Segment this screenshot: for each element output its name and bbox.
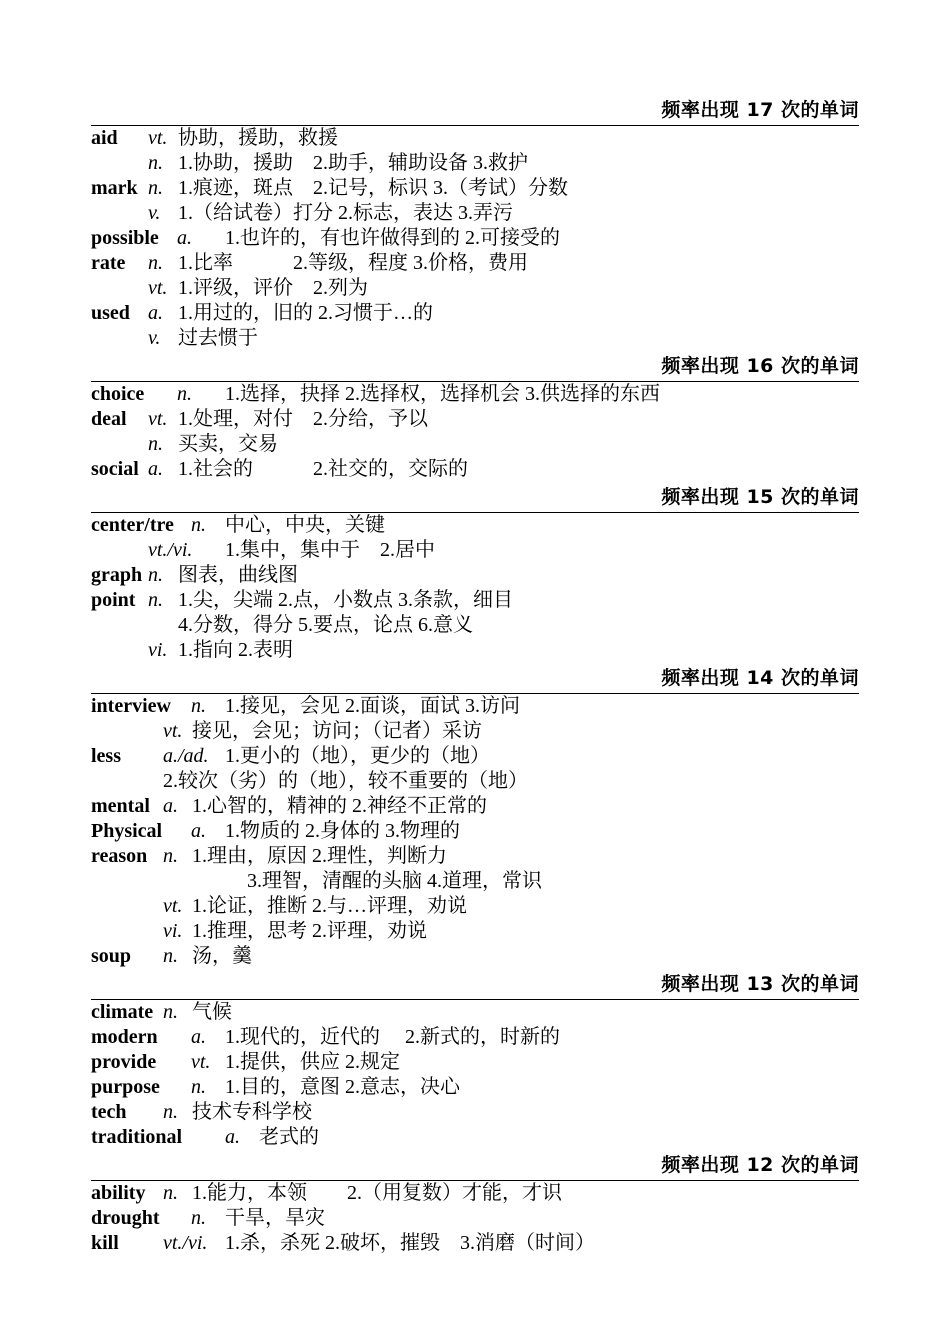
vocab-entry-row xyxy=(91,538,859,563)
section-heading-text: 频率出现 14 次的单词 xyxy=(661,667,859,689)
headword: used xyxy=(91,302,130,324)
part-of-speech: a. xyxy=(191,1026,206,1048)
part-of-speech: vt. xyxy=(148,127,168,149)
definition: 2.较次（劣）的（地），较不重要的（地） xyxy=(163,770,528,792)
definition: 老式的 xyxy=(259,1126,319,1148)
definition: 协助，援助，救援 xyxy=(178,127,338,149)
vocab-entry-row xyxy=(91,1025,859,1050)
definition: 1.物质的 2.身体的 3.物理的 xyxy=(225,820,460,842)
vocab-entry-row xyxy=(91,944,859,969)
part-of-speech: vi. xyxy=(163,920,183,942)
vocab-entry-row xyxy=(91,1075,859,1100)
definition: 买卖，交易 xyxy=(178,433,278,455)
definition: 1.痕迹，斑点 2.记号，标识 3.（考试）分数 xyxy=(178,177,568,199)
definition: 1.论证，推断 2.与…评理，劝说 xyxy=(192,895,467,917)
vocab-entry-row xyxy=(91,1181,859,1206)
headword: rate xyxy=(91,252,126,274)
part-of-speech: vt./vi. xyxy=(163,1232,208,1254)
definition: 1.推理，思考 2.评理，劝说 xyxy=(192,920,427,942)
section-heading xyxy=(91,95,859,126)
part-of-speech: vt. xyxy=(163,720,183,742)
definition: 1.现代的，近代的 2.新式的，时新的 xyxy=(225,1026,560,1048)
headword: mark xyxy=(91,177,138,199)
definition: 干旱，旱灾 xyxy=(225,1207,325,1229)
definition: 1.（给试卷）打分 2.标志，表达 3.弄污 xyxy=(178,202,513,224)
section-heading xyxy=(91,969,859,1000)
part-of-speech: n. xyxy=(191,514,206,536)
part-of-speech: n. xyxy=(163,1182,178,1204)
headword: ability xyxy=(91,1182,146,1204)
vocab-entry-row xyxy=(91,694,859,719)
vocab-entry-row xyxy=(91,794,859,819)
headword: choice xyxy=(91,383,145,405)
part-of-speech: vt. xyxy=(163,895,183,917)
definition: 过去惯于 xyxy=(178,327,258,349)
headword: aid xyxy=(91,127,118,149)
definition: 技术专科学校 xyxy=(192,1101,312,1123)
vocab-entry-row xyxy=(91,251,859,276)
definition: 接见，会见；访问；（记者）采访 xyxy=(192,720,482,742)
vocab-entry-row xyxy=(91,176,859,201)
definition: 1.尖，尖端 2.点，小数点 3.条款，细目 xyxy=(178,589,513,611)
vocab-entry-row xyxy=(91,1125,859,1150)
part-of-speech: a. xyxy=(191,820,206,842)
headword: less xyxy=(91,745,121,767)
headword: mental xyxy=(91,795,150,817)
part-of-speech: a. xyxy=(163,795,178,817)
headword: tech xyxy=(91,1101,127,1123)
definition: 1.接见，会见 2.面谈，面试 3.访问 xyxy=(225,695,520,717)
part-of-speech: vt. xyxy=(191,1051,211,1073)
headword: drought xyxy=(91,1207,160,1229)
vocab-entry-row xyxy=(91,563,859,588)
vocab-entry-row xyxy=(91,126,859,151)
vocab-entry-row xyxy=(91,744,859,769)
part-of-speech: n. xyxy=(148,152,163,174)
headword: climate xyxy=(91,1001,154,1023)
vocabulary-page xyxy=(91,95,859,1256)
headword: modern xyxy=(91,1026,158,1048)
part-of-speech: vt. xyxy=(148,277,168,299)
part-of-speech: n. xyxy=(148,177,163,199)
headword: soup xyxy=(91,945,132,967)
vocab-entry-row xyxy=(91,588,859,613)
section-heading xyxy=(91,1150,859,1181)
headword: provide xyxy=(91,1051,157,1073)
definition: 1.评级，评价 2.列为 xyxy=(178,277,368,299)
definition: 1.杀，杀死 2.破坏，摧毁 3.消磨（时间） xyxy=(225,1232,595,1254)
part-of-speech: n. xyxy=(177,383,192,405)
part-of-speech: n. xyxy=(191,1207,206,1229)
part-of-speech: vt. xyxy=(148,408,168,430)
vocab-entry-row xyxy=(91,201,859,226)
part-of-speech: vi. xyxy=(148,639,168,661)
part-of-speech: a. xyxy=(148,458,163,480)
definition: 1.指向 2.表明 xyxy=(178,639,293,661)
definition: 1.心智的，精神的 2.神经不正常的 xyxy=(192,795,487,817)
headword: graph xyxy=(91,564,143,586)
vocab-entry-row xyxy=(91,1100,859,1125)
definition: 3.理智，清醒的头脑 4.道理，常识 xyxy=(247,870,542,892)
definition: 1.集中，集中于 2.居中 xyxy=(225,539,435,561)
part-of-speech: n. xyxy=(148,252,163,274)
vocab-entry-row xyxy=(91,638,859,663)
headword: kill xyxy=(91,1232,119,1254)
definition: 图表，曲线图 xyxy=(178,564,298,586)
vocab-entry-row xyxy=(91,151,859,176)
definition: 4.分数，得分 5.要点，论点 6.意义 xyxy=(178,614,473,636)
definition: 1.也许的，有也许做得到的 2.可接受的 xyxy=(225,227,560,249)
vocab-entry-row xyxy=(91,613,859,638)
headword: reason xyxy=(91,845,148,867)
vocab-entry-row xyxy=(91,719,859,744)
vocab-entry-row xyxy=(91,301,859,326)
part-of-speech: n. xyxy=(148,433,163,455)
section-heading-text: 频率出现 12 次的单词 xyxy=(661,1154,859,1176)
part-of-speech: a. xyxy=(225,1126,240,1148)
definition: 1.更小的（地），更少的（地） xyxy=(225,745,490,767)
definition: 1.协助，援助 2.助手，辅助设备 3.救护 xyxy=(178,152,528,174)
definition: 汤，羹 xyxy=(192,945,252,967)
definition: 1.比率 2.等级，程度 3.价格，费用 xyxy=(178,252,528,274)
headword: social xyxy=(91,458,139,480)
headword: possible xyxy=(91,227,159,249)
headword: Physical xyxy=(91,820,163,842)
definition: 1.用过的，旧的 2.习惯于…的 xyxy=(178,302,433,324)
part-of-speech: n. xyxy=(163,1001,178,1023)
section-heading-text: 频率出现 15 次的单词 xyxy=(661,486,859,508)
vocab-entry-row xyxy=(91,1206,859,1231)
part-of-speech: n. xyxy=(148,564,163,586)
vocab-entry-row xyxy=(91,1050,859,1075)
part-of-speech: n. xyxy=(148,589,163,611)
section-heading xyxy=(91,482,859,513)
part-of-speech: n. xyxy=(163,1101,178,1123)
part-of-speech: n. xyxy=(191,1076,206,1098)
vocab-entry-row xyxy=(91,326,859,351)
section-heading xyxy=(91,351,859,382)
part-of-speech: n. xyxy=(163,945,178,967)
part-of-speech: a. xyxy=(177,227,192,249)
definition: 1.提供，供应 2.规定 xyxy=(225,1051,400,1073)
vocab-entry-row xyxy=(91,382,859,407)
headword: traditional xyxy=(91,1126,183,1148)
headword: deal xyxy=(91,408,127,430)
definition: 1.理由，原因 2.理性，判断力 xyxy=(192,845,447,867)
vocab-entry-row xyxy=(91,769,859,794)
part-of-speech: v. xyxy=(148,327,161,349)
vocab-entry-row xyxy=(91,276,859,301)
vocab-entry-row xyxy=(91,407,859,432)
vocab-entry-row xyxy=(91,919,859,944)
section-heading xyxy=(91,663,859,694)
definition: 1.社会的 2.社交的，交际的 xyxy=(178,458,468,480)
vocab-entry-row xyxy=(91,1231,859,1256)
section-heading-text: 频率出现 16 次的单词 xyxy=(661,355,859,377)
vocab-entry-row xyxy=(91,894,859,919)
vocab-entry-row xyxy=(91,844,859,869)
part-of-speech: n. xyxy=(163,845,178,867)
definition: 1.能力，本领 2.（用复数）才能，才识 xyxy=(192,1182,562,1204)
headword: center/tre xyxy=(91,514,174,536)
definition: 1.选择，抉择 2.选择权，选择机会 3.供选择的东西 xyxy=(225,383,660,405)
vocab-entry-row xyxy=(91,457,859,482)
part-of-speech: a./ad. xyxy=(163,745,209,767)
section-heading-text: 频率出现 13 次的单词 xyxy=(661,973,859,995)
part-of-speech: a. xyxy=(148,302,163,324)
headword: interview xyxy=(91,695,171,717)
definition: 气候 xyxy=(192,1001,232,1023)
vocab-entry-row xyxy=(91,1000,859,1025)
vocab-entry-row xyxy=(91,869,859,894)
vocab-entry-row xyxy=(91,226,859,251)
vocab-entry-row xyxy=(91,819,859,844)
definition: 中心，中央，关键 xyxy=(225,514,385,536)
part-of-speech: n. xyxy=(191,695,206,717)
vocab-entry-row xyxy=(91,513,859,538)
headword: point xyxy=(91,589,136,611)
vocab-entry-row xyxy=(91,432,859,457)
section-heading-text: 频率出现 17 次的单词 xyxy=(661,99,859,121)
definition: 1.处理，对付 2.分给，予以 xyxy=(178,408,428,430)
part-of-speech: v. xyxy=(148,202,161,224)
definition: 1.目的，意图 2.意志，决心 xyxy=(225,1076,460,1098)
headword: purpose xyxy=(91,1076,160,1098)
part-of-speech: vt./vi. xyxy=(148,539,193,561)
